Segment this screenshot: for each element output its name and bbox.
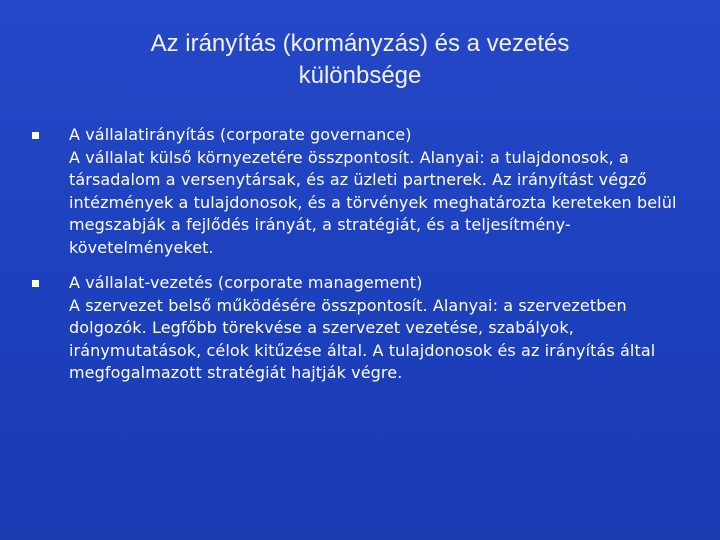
bullet-item-governance	[32, 124, 692, 259]
slide-title: Az irányítás (kormányzás) és a vezetés különbsége	[150, 30, 570, 89]
bullet-heading: A vállalat-vezetés (corporate management)	[69, 273, 423, 292]
bullet-list	[32, 124, 692, 398]
bullet-text: A szervezet belső működésére összpontosít. Alanyai: a szervezetben dolgozók. Legfőbb törekvése a szervezet vezetése, szabályok, iránymutatások, célok kitűzése által. A tulajdonosok és az irányítás által megfogalmazott stratégiát hajtják végre.	[69, 295, 656, 382]
bullet-item-management	[32, 272, 692, 385]
square-bullet-icon	[32, 132, 39, 139]
bullet-text: A vállalat külső környezetére összpontosít. Alanyai: a tulajdonosok, a társadalom a versenytársak, és az üzleti partnerek. Az irányítást végző intézmények a tulajdonosok, és a törvények meghatározta kereteken belül megszabják a fejlődés irányát, a stratégiát, és a teljesítmény-követelményeket.	[69, 147, 677, 257]
square-bullet-icon	[32, 280, 39, 287]
bullet-heading: A vállalatirányítás (corporate governance)	[69, 125, 412, 144]
